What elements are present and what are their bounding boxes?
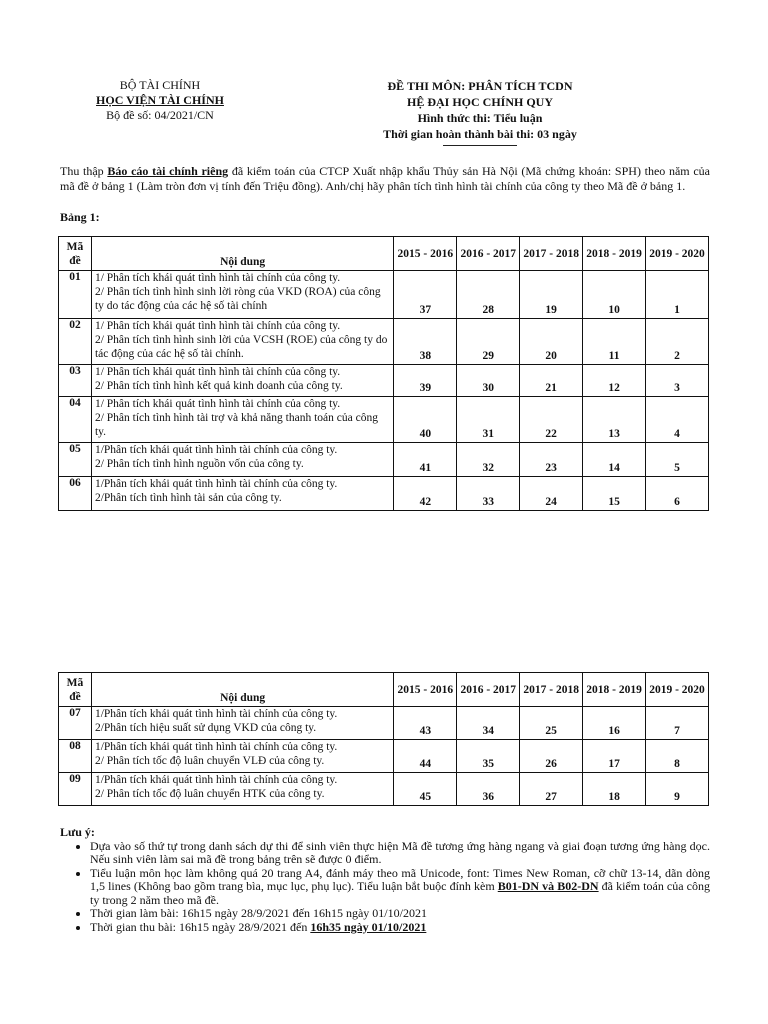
row-value: 36: [457, 773, 520, 806]
row-value: 45: [394, 773, 457, 806]
row-code: 01: [59, 271, 92, 319]
row-content: [91, 443, 393, 477]
row-line-2: 2/ Phân tích tình hình sinh lời của VCSH (ROE) của công ty do tác động của các hệ số tài chính.: [94, 334, 388, 360]
row-value: 31: [457, 397, 520, 443]
header-code: Mã đề: [59, 237, 92, 271]
row-line-1: 1/Phân tích khái quát tình hình tài chính của công ty.: [94, 774, 338, 786]
intro-paragraph: [60, 164, 710, 194]
row-value: 38: [394, 319, 457, 365]
row-line-2: 2/ Phân tích tình hình sinh lời ròng của VKD (ROA) của công ty do tác động của các hệ số tài chính: [94, 286, 381, 312]
row-line-2: 2/ Phân tích tốc độ luân chuyển VLĐ của công ty.: [94, 755, 325, 767]
table-row: [59, 397, 709, 443]
note-item: [90, 907, 710, 921]
row-line-1: 1/Phân tích khái quát tình hình tài chính của công ty.: [94, 444, 338, 456]
table-header-row: [59, 237, 709, 271]
academy-name: HỌC VIỆN TÀI CHÍNH: [96, 93, 224, 107]
table-header-row: [59, 673, 709, 707]
row-line-1: 1/ Phân tích khái quát tình hình tài chính của công ty.: [94, 272, 341, 284]
notes-section: [60, 826, 710, 934]
header-year-1: 2015 - 2016: [394, 237, 457, 271]
row-line-2: 2/Phân tích hiệu suất sử dụng VKD của công ty.: [94, 722, 317, 734]
table-row: [59, 443, 709, 477]
row-content: [91, 740, 393, 773]
note-text: Thời gian thu bài: 16h15 ngày 28/9/2021 đến: [90, 919, 311, 934]
row-code: 07: [59, 707, 92, 740]
row-line-1: 1/Phân tích khái quát tình hình tài chính của công ty.: [94, 741, 338, 753]
table-label: Bảng 1:: [60, 210, 100, 224]
row-value: 14: [583, 443, 646, 477]
row-line-2: 2/ Phân tích tình hình nguồn vốn của công ty.: [94, 458, 304, 470]
row-value: 21: [520, 365, 583, 397]
row-content: [91, 319, 393, 365]
row-value: 18: [583, 773, 646, 806]
row-code: 05: [59, 443, 92, 477]
table-row: [59, 477, 709, 511]
row-value: 42: [394, 477, 457, 511]
exam-subject: ĐỀ THI MÔN: PHÂN TÍCH TCDN: [387, 79, 573, 93]
table-row: [59, 365, 709, 397]
header-year-3: 2017 - 2018: [520, 673, 583, 707]
row-value: 39: [394, 365, 457, 397]
header-left: [60, 78, 260, 123]
row-value: 30: [457, 365, 520, 397]
row-code: 03: [59, 365, 92, 397]
row-value: 33: [457, 477, 520, 511]
intro-text-start: Thu thập: [60, 164, 108, 178]
row-value: 2: [646, 319, 709, 365]
note-text: Dựa vào số thứ tự trong danh sách dự thi để sinh viên thực hiện Mã đề tương ứng hàng ngang và giai đoạn tương ứng hàng dọc. Nếu sinh viên làm sai mã đề trong bảng trên sẽ được 0 điểm.: [90, 838, 710, 866]
header-year-4: 2018 - 2019: [583, 237, 646, 271]
note-item: [90, 867, 710, 908]
ministry-name: BỘ TÀI CHÍNH: [119, 78, 201, 92]
row-value: 13: [583, 397, 646, 443]
row-line-1: 1/ Phân tích khái quát tình hình tài chính của công ty.: [94, 366, 341, 378]
row-value: 11: [583, 319, 646, 365]
header-year-5: 2019 - 2020: [646, 237, 709, 271]
header-year-2: 2016 - 2017: [457, 673, 520, 707]
note-item: [90, 921, 710, 935]
header-year-2: 2016 - 2017: [457, 237, 520, 271]
table-row: [59, 271, 709, 319]
row-line-1: 1/Phân tích khái quát tình hình tài chính của công ty.: [94, 478, 338, 490]
row-value: 17: [583, 740, 646, 773]
row-content: [91, 773, 393, 806]
row-line-1: 1/ Phân tích khái quát tình hình tài chính của công ty.: [94, 320, 341, 332]
table-row: [59, 707, 709, 740]
row-value: 3: [646, 365, 709, 397]
table-row: [59, 319, 709, 365]
row-value: 43: [394, 707, 457, 740]
notes-title: Lưu ý:: [60, 825, 95, 839]
header-year-1: 2015 - 2016: [394, 673, 457, 707]
row-value: 12: [583, 365, 646, 397]
row-line-2: 2/ Phân tích tốc độ luân chuyển HTK của công ty.: [94, 788, 325, 800]
row-line-2: 2/Phân tích tình hình tài sản của công ty.: [94, 492, 282, 504]
intro-text-end: đã kiểm toán của CTCP Xuất nhập khẩu Thủy sản Hà Nội (Mã chứng khoán: SPH) theo năm của mã đề ở bảng 1 (Làm tròn đơn vị tính đến Triệu đồng). Anh/chị hãy phân tích tình hình tài chính của công ty theo Mã đề ở bảng 1.: [60, 164, 710, 193]
row-code: 04: [59, 397, 92, 443]
exam-form: Hình thức thi: Tiểu luận: [417, 111, 543, 125]
row-value: 15: [583, 477, 646, 511]
header-right: [330, 78, 630, 146]
row-value: 20: [520, 319, 583, 365]
row-value: 16: [583, 707, 646, 740]
row-value: 9: [646, 773, 709, 806]
row-line-2: 2/ Phân tích tình hình kết quả kinh doanh của công ty.: [94, 380, 343, 392]
row-value: 6: [646, 477, 709, 511]
row-value: 34: [457, 707, 520, 740]
row-value: 8: [646, 740, 709, 773]
row-value: 28: [457, 271, 520, 319]
row-value: 10: [583, 271, 646, 319]
notes-list: [60, 840, 710, 935]
row-value: 24: [520, 477, 583, 511]
header-year-5: 2019 - 2020: [646, 673, 709, 707]
exam-duration: Thời gian hoàn thành bài thi: 03 ngày: [383, 127, 577, 141]
row-value: 19: [520, 271, 583, 319]
row-content: [91, 707, 393, 740]
row-value: 41: [394, 443, 457, 477]
row-line-2: 2/ Phân tích tình hình tài trợ và khả năng thanh toán của công ty.: [94, 412, 378, 438]
note-text: Tiểu luận môn học làm không quá 20 trang A4, đánh máy theo mã Unicode, font: Times New Roman, cỡ chữ 13-14, dãn dòng 1,5 lines (Không bao gồm trang bìa, mục lục, phụ lục). Tiểu luận bắt buộc đính kèm: [90, 865, 710, 893]
row-content: [91, 397, 393, 443]
row-value: 23: [520, 443, 583, 477]
row-value: 40: [394, 397, 457, 443]
intro-emphasis: Báo cáo tài chính riêng: [107, 164, 229, 178]
row-value: 27: [520, 773, 583, 806]
row-value: 32: [457, 443, 520, 477]
row-value: 29: [457, 319, 520, 365]
row-value: 44: [394, 740, 457, 773]
row-line-1: 1/ Phân tích khái quát tình hình tài chính của công ty.: [94, 398, 341, 410]
row-value: 4: [646, 397, 709, 443]
header-content: Nội dung: [91, 237, 393, 271]
row-code: 02: [59, 319, 92, 365]
row-value: 5: [646, 443, 709, 477]
header-divider: [443, 145, 517, 146]
row-value: 7: [646, 707, 709, 740]
table-row: [59, 740, 709, 773]
exam-table-2: [58, 672, 709, 806]
note-item: [90, 840, 710, 867]
row-code: 09: [59, 773, 92, 806]
row-code: 08: [59, 740, 92, 773]
note-text: Thời gian làm bài: 16h15 ngày 28/9/2021 đến 16h15 ngày 01/10/2021: [90, 906, 427, 920]
exam-set-number: Bộ đề số: 04/2021/CN: [106, 108, 214, 122]
header-year-4: 2018 - 2019: [583, 673, 646, 707]
exam-program: HỆ ĐẠI HỌC CHÍNH QUY: [406, 95, 553, 109]
table-row: [59, 773, 709, 806]
row-value: 1: [646, 271, 709, 319]
header-content: Nội dung: [91, 673, 393, 707]
row-code: 06: [59, 477, 92, 511]
row-content: [91, 477, 393, 511]
row-value: 22: [520, 397, 583, 443]
row-value: 25: [520, 707, 583, 740]
row-value: 35: [457, 740, 520, 773]
row-value: 26: [520, 740, 583, 773]
row-content: [91, 271, 393, 319]
row-value: 37: [394, 271, 457, 319]
row-content: [91, 365, 393, 397]
note-emphasis: B01-DN và B02-DN: [497, 879, 599, 893]
note-text: đã kiểm toán của công ty trong 2 năm theo mã đề.: [90, 879, 710, 907]
header-year-3: 2017 - 2018: [520, 237, 583, 271]
exam-table-1: [58, 236, 709, 511]
note-emphasis: 16h35 ngày 01/10/2021: [310, 919, 427, 934]
row-line-1: 1/Phân tích khái quát tình hình tài chính của công ty.: [94, 708, 338, 720]
header-code: Mã đề: [59, 673, 92, 707]
